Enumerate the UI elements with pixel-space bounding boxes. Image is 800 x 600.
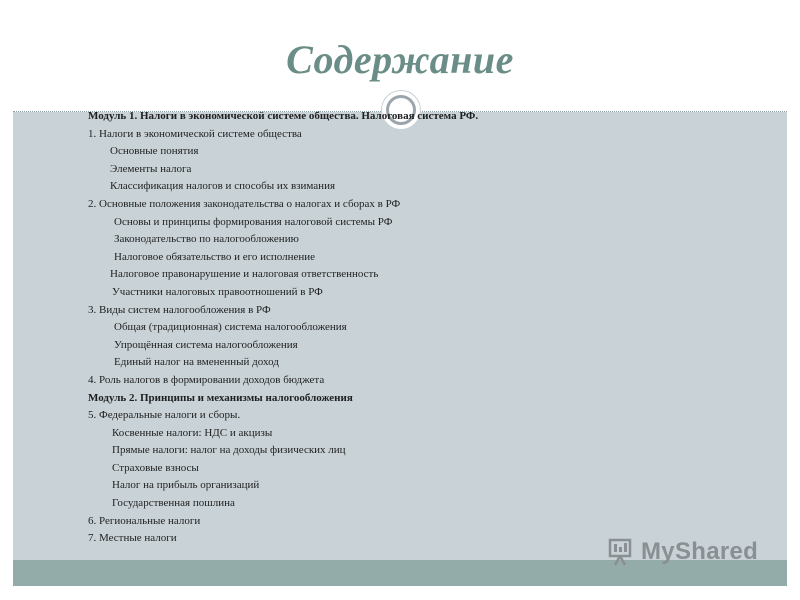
contents-item: 7. Местные налоги [88, 532, 177, 545]
contents-item: 3. Виды систем налогообложения в РФ [88, 303, 271, 316]
contents-item: Косвенные налоги: НДС и акцизы [112, 426, 273, 439]
contents-item: Основные понятия [110, 145, 199, 158]
contents-item: Единый налог на вмененный доход [114, 356, 279, 369]
contents-item: Основы и принципы формирования налоговой системы РФ [114, 215, 393, 228]
contents-item: Налог на прибыль организаций [112, 479, 260, 492]
watermark-text: MyShared [641, 538, 759, 565]
watermark [607, 535, 758, 569]
contents-item: 4. Роль налогов в формировании доходов бюджета [88, 373, 325, 386]
contents-item: Прямые налоги: налог на доходы физических лиц [112, 444, 346, 457]
contents-item: Государственная пошлина [112, 497, 235, 510]
contents-item: Законодательство по налогообложению [114, 233, 299, 246]
contents-item: 6. Региональные налоги [88, 514, 201, 527]
contents-item: 1. Налоги в экономической системе общества [88, 127, 302, 140]
slide-title: Содержание [286, 37, 514, 82]
contents-item: Элементы налога [110, 162, 192, 175]
contents-item: Классификация налогов и способы их взимания [110, 180, 336, 193]
module-heading: Модуль 2. Принципы и механизмы налогообложения [88, 391, 353, 404]
module-heading: Модуль 1. Налоги в экономической системе общества. Налоговая система РФ. [88, 110, 479, 122]
contents-item: Страховые взносы [112, 461, 199, 474]
contents-item: Общая (традиционная) система налогообложения [114, 321, 347, 334]
presentation-board-icon [607, 537, 637, 567]
contents-item: 2. Основные положения законодательства о налогах и сборах в РФ [88, 197, 401, 210]
contents-item: Упрощённая система налогообложения [114, 338, 298, 351]
contents-list [88, 108, 688, 548]
contents-item: 5. Федеральные налоги и сборы. [88, 409, 241, 422]
contents-item: Налоговое правонарушение и налоговая ответственность [110, 268, 379, 281]
contents-item: Налоговое обязательство и его исполнение [114, 250, 316, 263]
contents-item: Участники налоговых правоотношений в РФ [112, 285, 323, 298]
